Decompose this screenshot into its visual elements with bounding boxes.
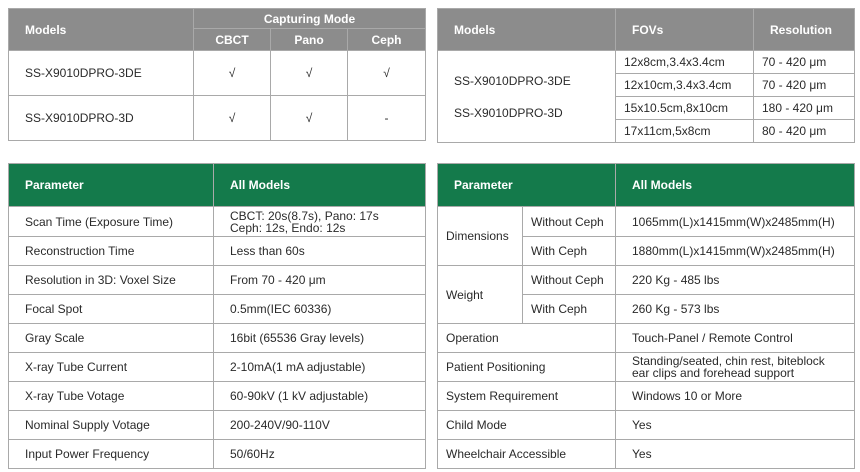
param-value: From 70 - 420 μm (214, 266, 426, 295)
param-value: 0.5mm(IEC 60336) (214, 295, 426, 324)
table-row (438, 266, 855, 295)
model-name: SS-X9010DPRO-3DE (454, 73, 571, 88)
fov-value: 17x11cm,5x8cm (616, 120, 754, 143)
fov-value: 12x8cm,3.4x3.4cm (616, 51, 754, 74)
resolution-value: 80 - 420 μm (754, 120, 855, 143)
cbct-header: CBCT (194, 29, 271, 51)
param-label: Patient Positioning (438, 353, 616, 382)
param-label: Wheelchair Accessible (438, 440, 616, 469)
table-row (438, 51, 855, 74)
param-value: 1880mm(L)x1415mm(W)x2485mm(H) (616, 237, 855, 266)
param-value-line: Standing/seated, chin rest, biteblock (632, 354, 825, 368)
sub-param-label: Without Ceph (523, 207, 616, 237)
fov-table (437, 8, 855, 143)
table-row (9, 266, 426, 295)
param-label: Reconstruction Time (9, 237, 214, 266)
sub-param-label: With Ceph (523, 237, 616, 266)
param-value: Yes (616, 440, 855, 469)
fov-value: 12x10cm,3.4x3.4cm (616, 74, 754, 97)
param-value: Windows 10 or More (616, 382, 855, 411)
param-value: 1065mm(L)x1415mm(W)x2485mm(H) (616, 207, 855, 237)
param-value (214, 207, 426, 237)
param-value: 60-90kV (1 kV adjustable) (214, 382, 426, 411)
param-value: Touch-Panel / Remote Control (616, 324, 855, 353)
param-label: Input Power Frequency (9, 440, 214, 469)
cbct-check: √ (194, 51, 271, 96)
sub-param-label: With Ceph (523, 295, 616, 324)
param-label: Operation (438, 324, 616, 353)
param-value-line: CBCT: 20s(8.7s), Pano: 17s (230, 208, 379, 223)
cbct-check: √ (194, 96, 271, 141)
fovs-header: FOVs (616, 9, 754, 51)
resolution-value: 70 - 420 μm (754, 74, 855, 97)
param-value: 2-10mA(1 mA adjustable) (214, 353, 426, 382)
param-label: X-ray Tube Votage (9, 382, 214, 411)
fov-models-cell (438, 51, 616, 143)
param-value: 200-240V/90-110V (214, 411, 426, 440)
table-row (9, 411, 426, 440)
table-row (9, 324, 426, 353)
resolution-header: Resolution (754, 9, 855, 51)
models-header: Models (9, 9, 194, 51)
ceph-check: - (348, 96, 426, 141)
table-row (9, 207, 426, 237)
table-row (438, 411, 855, 440)
ceph-check: √ (348, 51, 426, 96)
model-name: SS-X9010DPRO-3DE (9, 51, 194, 96)
resolution-value: 70 - 420 μm (754, 51, 855, 74)
all-models-header: All Models (616, 164, 855, 207)
param-value (616, 353, 855, 382)
param-value: 260 Kg - 573 lbs (616, 295, 855, 324)
table-row (438, 440, 855, 469)
param-value: Less than 60s (214, 237, 426, 266)
param-label: Focal Spot (9, 295, 214, 324)
dimensions-label: Dimensions (438, 207, 523, 266)
param-value: 220 Kg - 485 lbs (616, 266, 855, 295)
models-header: Models (438, 9, 616, 51)
table-row (9, 237, 426, 266)
parameters-table-right (437, 163, 855, 469)
table-row (438, 353, 855, 382)
parameters-table-left (8, 163, 426, 469)
parameter-header: Parameter (9, 164, 214, 207)
param-label: System Requirement (438, 382, 616, 411)
param-value-line: Ceph: 12s, Endo: 12s (230, 220, 346, 235)
model-name: SS-X9010DPRO-3D (9, 96, 194, 141)
table-row (9, 96, 426, 141)
ceph-header: Ceph (348, 29, 426, 51)
all-models-header: All Models (214, 164, 426, 207)
sub-param-label: Without Ceph (523, 266, 616, 295)
table-row (9, 295, 426, 324)
param-label: Child Mode (438, 411, 616, 440)
model-name: SS-X9010DPRO-3D (454, 105, 563, 120)
param-label: Scan Time (Exposure Time) (9, 207, 214, 237)
table-row (438, 324, 855, 353)
table-row (9, 51, 426, 96)
pano-check: √ (271, 51, 348, 96)
param-label: Resolution in 3D: Voxel Size (9, 266, 214, 295)
capturing-mode-header: Capturing Mode (194, 9, 426, 29)
param-value: 50/60Hz (214, 440, 426, 469)
pano-header: Pano (271, 29, 348, 51)
resolution-value: 180 - 420 μm (754, 97, 855, 120)
weight-label: Weight (438, 266, 523, 324)
param-label: Nominal Supply Votage (9, 411, 214, 440)
param-value-line: ear clips and forehead support (632, 366, 795, 380)
table-row (438, 207, 855, 237)
table-row (9, 382, 426, 411)
capturing-mode-table (8, 8, 426, 141)
param-label: Gray Scale (9, 324, 214, 353)
param-label: X-ray Tube Current (9, 353, 214, 382)
fov-value: 15x10.5cm,8x10cm (616, 97, 754, 120)
table-row (9, 440, 426, 469)
table-row (9, 353, 426, 382)
param-value: 16bit (65536 Gray levels) (214, 324, 426, 353)
parameter-header: Parameter (438, 164, 616, 207)
table-row (438, 382, 855, 411)
param-value: Yes (616, 411, 855, 440)
pano-check: √ (271, 96, 348, 141)
